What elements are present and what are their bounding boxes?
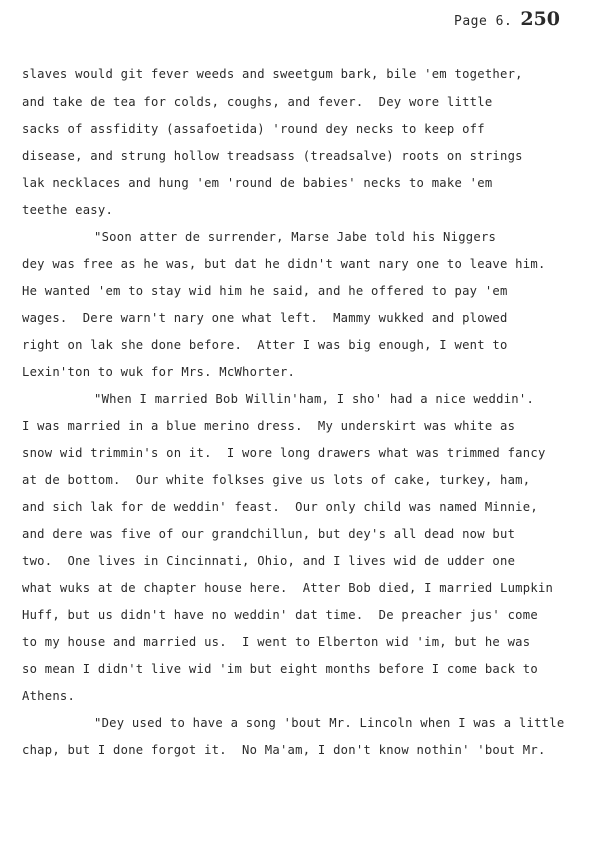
text-line: chap, but I done forgot it. No Ma'am, I don't know nothin' 'bout Mr.: [22, 743, 546, 757]
text-line: and dere was five of our grandchillun, but dey's all dead now but: [22, 527, 516, 541]
text-line: He wanted 'em to stay wid him he said, and he offered to pay 'em: [22, 284, 508, 298]
text-line: snow wid trimmin's on it. I wore long drawers what was trimmed fancy: [22, 446, 546, 460]
text-line: Athens.: [22, 689, 76, 703]
page-label: Page 6.: [454, 14, 513, 29]
text-line: at de bottom. Our white folkses give us lots of cake, turkey, ham,: [22, 473, 531, 487]
text-line: what wuks at de chapter house here. Atter Bob died, I married Lumpkin: [22, 581, 554, 595]
text-line: lak necklaces and hung 'em 'round de babies' necks to make 'em: [22, 176, 493, 190]
text-line: disease, and strung hollow treadsass (treadsalve) roots on strings: [22, 149, 523, 163]
text-line: right on lak she done before. Atter I was big enough, I went to: [22, 338, 508, 352]
text-line: Lexin'ton to wuk for Mrs. McWhorter.: [22, 365, 296, 379]
text-line: I was married in a blue merino dress. My underskirt was white as: [22, 419, 516, 433]
text-line: "Dey used to have a song 'bout Mr. Lincoln when I was a little: [94, 716, 565, 730]
text-line: teethe easy.: [22, 203, 114, 217]
text-line: and take de tea for colds, coughs, and fever. Dey wore little: [22, 95, 493, 109]
text-line: sacks of assfidity (assafoetida) 'round dey necks to keep off: [22, 122, 485, 136]
text-line: to my house and married us. I went to Elberton wid 'im, but he was: [22, 635, 531, 649]
text-line: and sich lak for de weddin' feast. Our only child was named Minnie,: [22, 500, 538, 514]
text-line: so mean I didn't live wid 'im but eight months before I come back to: [22, 662, 538, 676]
text-line: dey was free as he was, but dat he didn't want nary one to leave him.: [22, 257, 546, 271]
text-line: Huff, but us didn't have no weddin' dat time. De preacher jus' come: [22, 608, 538, 622]
text-line: slaves would git fever weeds and sweetgum bark, bile 'em together,: [22, 67, 523, 81]
page-stamp-number: 250: [520, 8, 560, 30]
text-line: two. One lives in Cincinnati, Ohio, and I lives wid de udder one: [22, 554, 516, 568]
text-line: "When I married Bob Willin'ham, I sho' had a nice weddin'.: [94, 392, 535, 406]
text-line: wages. Dere warn't nary one what left. Mammy wukked and plowed: [22, 311, 508, 325]
page-header: [454, 8, 560, 30]
text-line: "Soon atter de surrender, Marse Jabe told his Niggers: [94, 230, 497, 244]
